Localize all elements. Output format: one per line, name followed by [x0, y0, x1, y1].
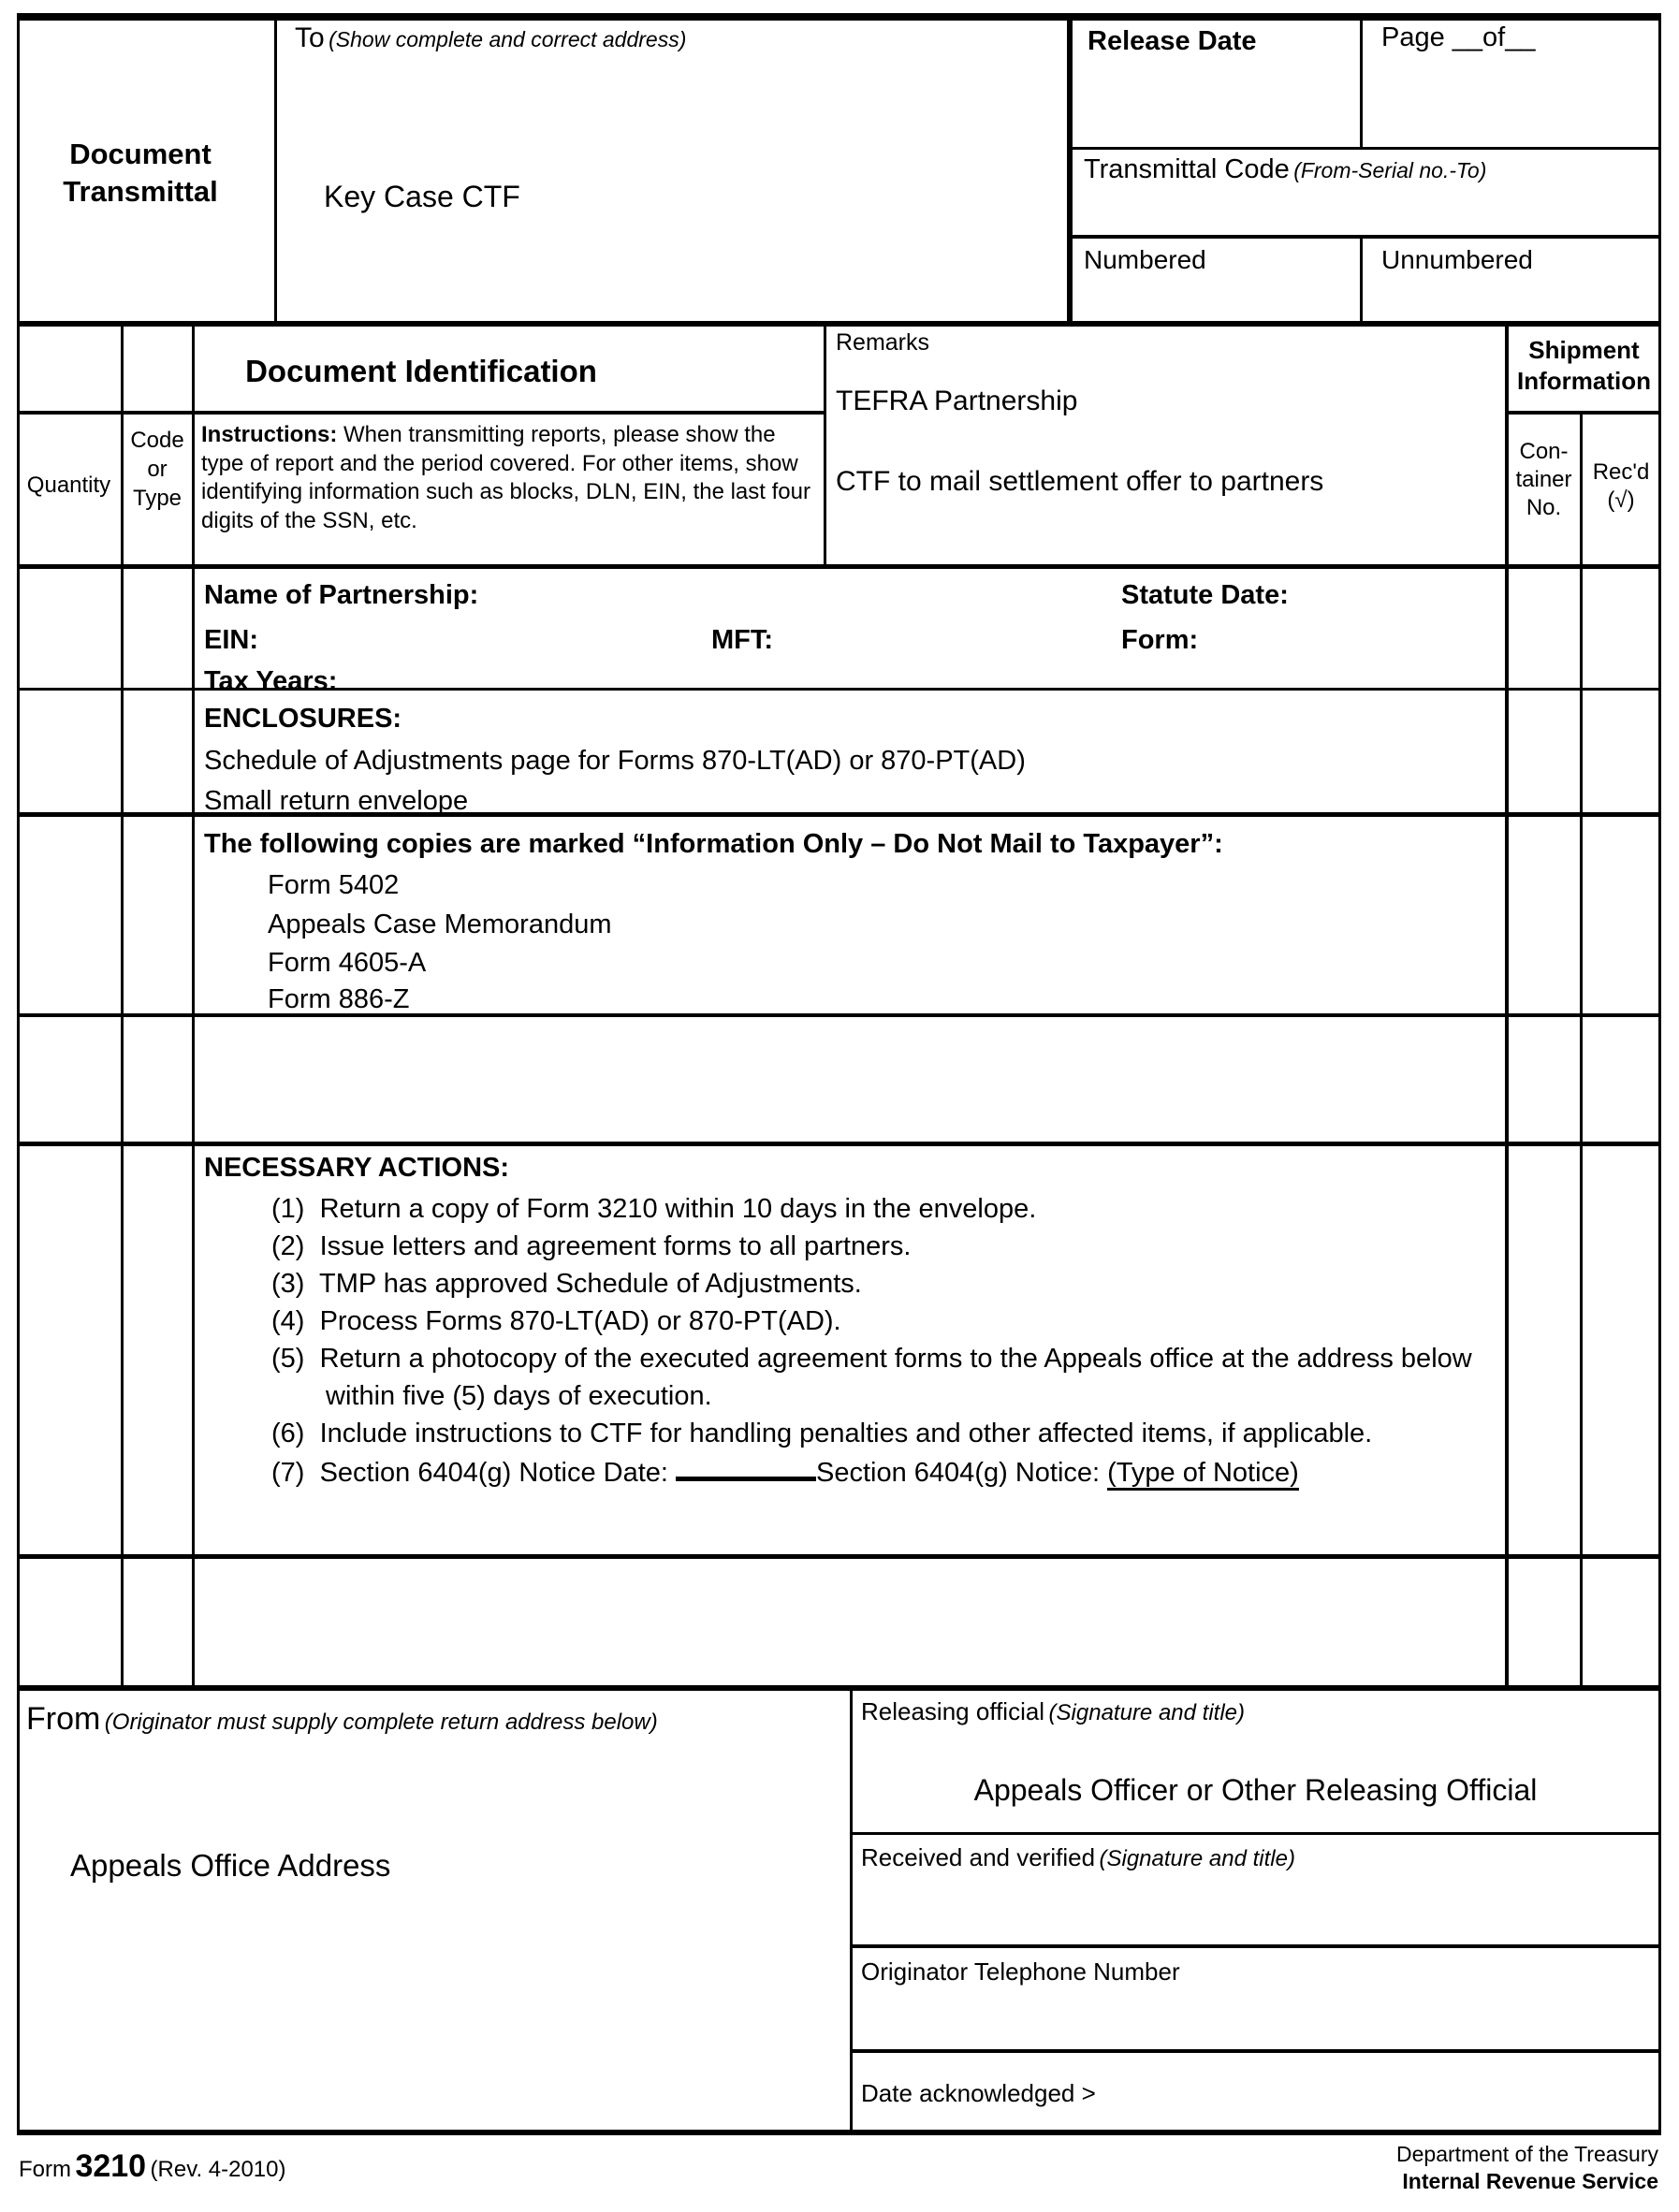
to-address-value: Key Case CTF: [324, 180, 520, 213]
action-number: (4): [271, 1306, 305, 1337]
shipment-information-header: Shipment Information: [1517, 336, 1651, 395]
action-number: (7): [271, 1458, 305, 1489]
page-of-label: Page __of__: [1381, 22, 1536, 52]
shipment-title-divider-line: [1507, 411, 1661, 415]
to-cell-label: [295, 22, 686, 54]
necessary-action-item-7: [271, 1452, 1486, 1492]
necessary-action-item: [271, 1415, 1486, 1452]
enclosures-heading: ENCLOSURES:: [204, 704, 402, 734]
from-note: (Originator must supply complete return address below): [104, 1710, 658, 1735]
to-note: (Show complete and correct address): [328, 27, 687, 51]
necessary-action-item: [271, 1228, 1486, 1265]
action-number: (6): [271, 1419, 305, 1449]
table-bottom-line: [17, 1685, 1661, 1691]
container-recd-divider-line: [1580, 415, 1583, 1685]
transmittal-code-note: (From-Serial no.-To): [1293, 158, 1487, 182]
notice-date-label: Section 6404(g) Notice Date:: [319, 1458, 677, 1489]
content-shipment-divider-line: [1505, 327, 1509, 1685]
phone-bottom-line: [850, 2049, 1661, 2053]
action-text: Return a copy of Form 3210 within 10 days in the envelope.: [319, 1194, 1037, 1224]
footer-agency-block: [1097, 2141, 1658, 2195]
unnumbered-label: Unnumbered: [1381, 245, 1533, 274]
necessary-action-item: [271, 1302, 1486, 1340]
top-border-line: [17, 13, 1661, 21]
necessary-action-item: [271, 1265, 1486, 1302]
right-border-line: [1658, 13, 1661, 2135]
remarks-line-1: TEFRA Partnership: [836, 386, 1078, 416]
notice-label: Section 6404(g) Notice:: [816, 1458, 1108, 1489]
date-acknowledged-label: Date acknowledged >: [861, 2079, 1096, 2107]
name-of-partnership-label: Name of Partnership:: [204, 580, 479, 610]
release-row-divider-line: [1072, 147, 1661, 150]
code-type-column-header: Code or Type: [130, 428, 184, 512]
from-releasing-divider-line: [850, 1691, 853, 2130]
necessary-action-item: [271, 1340, 1486, 1415]
action-number: (2): [271, 1231, 305, 1262]
necessary-action-item: [271, 1190, 1486, 1228]
notice-date-blank-field: [676, 1452, 816, 1481]
info-only-item: Form 886-Z: [268, 984, 410, 1014]
instructions-cell: [201, 421, 821, 536]
action-text: Issue letters and agreement forms to all partners.: [319, 1231, 912, 1262]
release-date-label: Release Date: [1088, 26, 1257, 56]
footer-form-id: [19, 2148, 286, 2185]
footer-form-word: Form: [19, 2157, 71, 2182]
footer-form-revision: (Rev. 4-2010): [150, 2157, 286, 2182]
numbered-divider-line: [1360, 239, 1363, 325]
action-number: (1): [271, 1194, 305, 1224]
necessary-actions-heading: NECESSARY ACTIONS:: [204, 1153, 510, 1183]
from-cell-label: [26, 1701, 658, 1738]
code-col-line: [192, 327, 195, 1685]
to-label: To: [295, 22, 325, 53]
recd-column-header: Rec'd (√): [1592, 459, 1650, 513]
quantity-col-line: [121, 327, 124, 1685]
title-to-divider-line: [274, 13, 277, 327]
footer-department: Department of the Treasury: [1396, 2142, 1658, 2166]
info-only-item: Form 5402: [268, 870, 400, 900]
statute-date-label: Statute Date:: [1121, 580, 1289, 610]
transmittal-code-cell: [1084, 154, 1486, 185]
action-number: (5): [271, 1344, 305, 1375]
mft-label: MFT:: [711, 625, 774, 655]
tax-years-label: Tax Years:: [204, 666, 338, 696]
info-only-heading: The following copies are marked “Information Only – Do Not Mail to Taxpayer”:: [204, 829, 1223, 859]
action-number: (3): [271, 1269, 305, 1300]
originator-phone-label: Originator Telephone Number: [861, 1957, 1180, 1986]
releasing-bottom-line: [850, 1832, 1661, 1835]
instructions-text: When transmitting reports, please show the type of report and the period covered. For other items, show identifying information such as blocks, DLN, EIN, the last four digits of the SSN, etc.: [201, 422, 810, 534]
footer-agency: Internal Revenue Service: [1402, 2168, 1658, 2193]
form-title: Document Transmittal: [63, 138, 218, 209]
footer-form-number: 3210: [75, 2148, 147, 2184]
remarks-line-2: CTF to mail settlement offer to partners: [836, 466, 1324, 497]
enclosures-item: Schedule of Adjustments page for Forms 870-LT(AD) or 870-PT(AD): [204, 746, 1026, 776]
row3-bottom-line: [17, 1013, 1661, 1017]
action-text: Return a photocopy of the executed agreement forms to the Appeals office at the address below within five (5) days of execution.: [319, 1344, 1472, 1412]
release-page-divider-line: [1360, 21, 1363, 147]
form-label: Form:: [1121, 625, 1199, 655]
info-only-item: Appeals Case Memorandum: [268, 910, 612, 939]
enclosures-item: Small return envelope: [204, 786, 469, 816]
row5-bottom-line: [17, 1554, 1661, 1559]
from-address-value: Appeals Office Address: [70, 1848, 391, 1883]
type-of-notice-label: (Type of Notice): [1107, 1458, 1299, 1491]
received-bottom-line: [850, 1944, 1661, 1948]
transmittal-row-divider-line: [1072, 235, 1661, 239]
quantity-column-header: Quantity: [26, 473, 111, 498]
remarks-label: Remarks: [836, 329, 930, 356]
left-border-line: [17, 13, 20, 2135]
action-text: Process Forms 870-LT(AD) or 870-PT(AD).: [319, 1306, 841, 1337]
received-verified-note: (Signature and title): [1099, 1846, 1295, 1871]
numbered-label: Numbered: [1084, 245, 1206, 274]
docid-title-divider-line: [17, 411, 826, 415]
transmittal-code-label: Transmittal Code: [1084, 154, 1290, 184]
row4-bottom-line: [17, 1142, 1661, 1146]
container-no-column-header: Con-tainer No.: [1515, 439, 1572, 520]
received-verified-label: Received and verified: [861, 1843, 1096, 1871]
from-label: From: [26, 1701, 101, 1737]
received-verified-cell-label: [861, 1843, 1295, 1872]
necessary-actions-list: [271, 1190, 1486, 1492]
info-only-item: Form 4605-A: [268, 948, 427, 978]
action-text: Include instructions to CTF for handling penalties and other affected items, if applicable.: [319, 1419, 1373, 1449]
action-text: TMP has approved Schedule of Adjustments.: [319, 1269, 862, 1300]
ein-label: EIN:: [204, 625, 258, 655]
releasing-official-label: Releasing official: [861, 1697, 1045, 1725]
column-header-bottom-line: [17, 564, 1661, 569]
header-bottom-line: [17, 321, 1661, 327]
to-release-divider-line: [1067, 13, 1073, 327]
document-identification-title: Document Identification: [245, 354, 597, 388]
releasing-official-value: Appeals Officer or Other Releasing Official: [973, 1773, 1538, 1807]
instructions-label: Instructions:: [201, 422, 338, 447]
page-bottom-border-line: [17, 2130, 1661, 2135]
releasing-official-cell-label: [861, 1697, 1245, 1726]
releasing-official-note: (Signature and title): [1048, 1700, 1245, 1725]
